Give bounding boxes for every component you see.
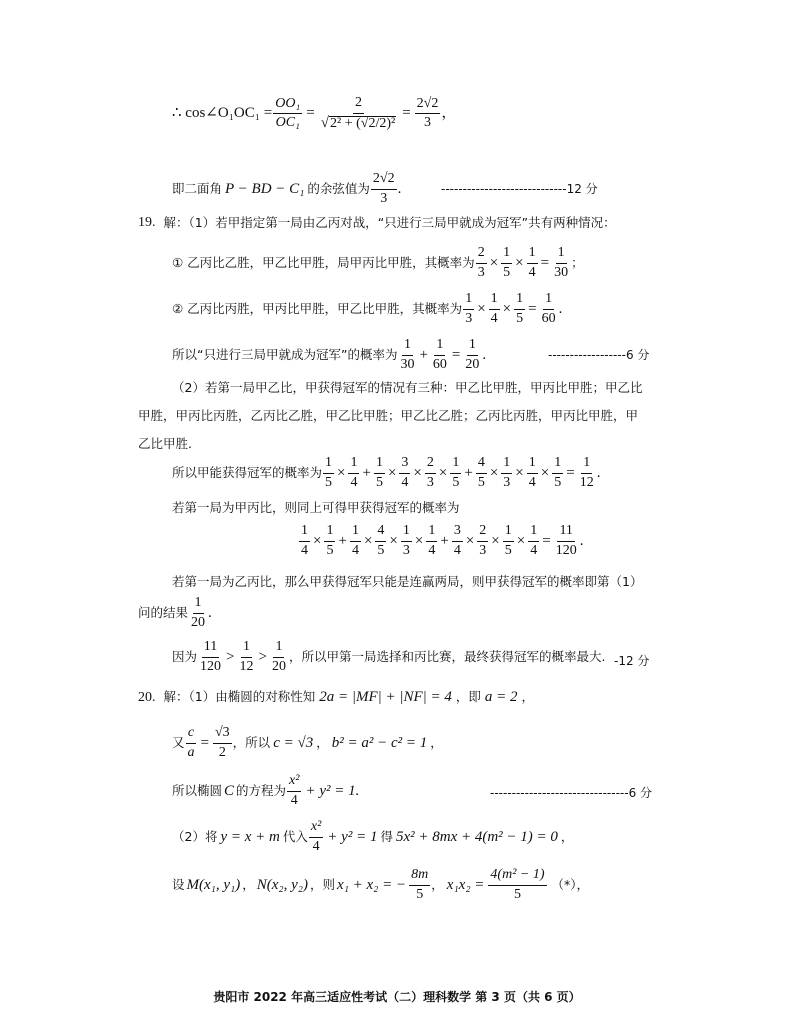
dairu-text: 代入 xyxy=(282,828,308,844)
equation-text: 的方程为 xyxy=(236,782,287,798)
q20-header xyxy=(138,690,534,705)
jia-win-text: 所以甲能获得冠军的概率为 xyxy=(172,464,323,480)
yi-bing-line2 xyxy=(138,596,212,630)
fraction: $\frac{3}{4}$ xyxy=(401,455,409,490)
eq-sign-2: = xyxy=(402,105,411,122)
vieta-line xyxy=(172,868,589,902)
comma: ， xyxy=(242,876,255,892)
operator: × xyxy=(516,532,526,549)
jia-bing-formula xyxy=(298,524,583,558)
eq-sign: = xyxy=(306,105,315,122)
substitute-line xyxy=(172,820,573,854)
fraction: $\frac{1}{60}$ xyxy=(432,337,447,372)
operator: = xyxy=(451,346,461,363)
dihedral-text: 即二面角 xyxy=(172,180,223,196)
operator: + xyxy=(440,532,449,549)
period: . xyxy=(558,300,563,317)
operator: × xyxy=(438,464,448,481)
operator: > xyxy=(258,648,267,665)
fraction: $\frac{1}{60}$ xyxy=(541,291,556,326)
operator: = xyxy=(542,532,551,549)
score-12-a: -----------------------------12 分 xyxy=(441,182,598,196)
yi-bing-line1: 若第一局为乙丙比，那么甲获得冠军只能是连赢两局，则甲获得冠军的概率即第（1） xyxy=(172,574,643,589)
comma: ， xyxy=(316,734,329,750)
operator: × xyxy=(414,532,424,549)
operator: + xyxy=(362,464,371,481)
fraction: $\frac{1}{4}$ xyxy=(351,523,359,558)
fraction: $\frac{1}{5}$ xyxy=(503,245,511,280)
she-text: 设 xyxy=(172,876,185,892)
b-value: b² = a² − c² = 1 xyxy=(331,734,428,751)
operator: × xyxy=(363,532,373,549)
q19-intro: 解：（1）若甲指定第一局由乙丙对战，“只进行三局甲就成为冠军”共有两种情况： xyxy=(163,214,616,230)
jia-bing-text: 若第一局为甲丙比，则同上可得甲获得冠军的概率为 xyxy=(172,500,460,515)
operator: × xyxy=(515,254,524,271)
part2-line3: 乙比甲胜. xyxy=(138,436,192,451)
fraction: $\frac{2}{3}$ xyxy=(477,245,485,280)
prod-roots: x₁x₂ = xyxy=(446,876,485,893)
q20-mid: ，即 xyxy=(455,689,481,705)
period: . xyxy=(596,464,601,481)
sum-three-text: 所以“只进行三局甲就成为冠军”的概率为 xyxy=(172,346,398,362)
you-text: 又 xyxy=(172,734,185,750)
q20-expr: 2a = |MF| + |NF| = 4 xyxy=(319,689,452,705)
jia-bing-prob xyxy=(298,524,580,558)
frac-x2-4-b: $\frac{\text{x²}}{4}$ xyxy=(310,819,322,854)
eq-sign: = xyxy=(200,734,209,751)
operator: × xyxy=(337,464,346,481)
fraction: $\frac{1}{4}$ xyxy=(490,291,498,326)
fraction: $\frac{4}{5}$ xyxy=(477,455,485,490)
page-footer: 贵阳市 2022 年高三适应性考试（二）理科数学 第 3 页（共 6 页） xyxy=(213,990,581,1004)
q20-expr2: a = 2 xyxy=(484,689,518,705)
comma: ， xyxy=(521,689,535,705)
comma: ， xyxy=(560,828,574,844)
dihedral-expr: P − BD − C₁ xyxy=(225,180,305,197)
ellipse-tail: + y² = 1. xyxy=(305,782,360,799)
conclusion-text: ，所以甲第一局选择和丙比赛，最终获得冠军的概率最大. xyxy=(288,648,606,664)
frac-2sqrt2-3-b: $\frac{2√2}{3}$ xyxy=(372,171,395,206)
fraction: $\frac{1}{3}$ xyxy=(465,291,473,326)
fraction: $\frac{1}{4}$ xyxy=(428,523,436,558)
period: . xyxy=(482,346,487,363)
operator: × xyxy=(489,254,499,271)
sum-three-prob xyxy=(397,338,482,372)
q20-number: 20. xyxy=(138,689,156,705)
operator: × xyxy=(313,532,322,549)
because-text: 因为 xyxy=(172,648,198,664)
operator: × xyxy=(540,464,550,481)
frac-1-20: $\frac{1}{20}$ xyxy=(191,595,206,630)
fraction: $\frac{1}{4}$ xyxy=(350,455,358,490)
case-2-line xyxy=(172,292,562,326)
jia-win-prob xyxy=(322,456,597,490)
conclusion-line xyxy=(172,640,605,674)
frac-c-a: $\frac{c}{a}$ xyxy=(187,725,195,760)
result-text: 问的结果 xyxy=(138,604,189,620)
frac-2-over-sqrt: 2 √ 2² + (√2/2)² xyxy=(320,95,396,131)
case-1-prob xyxy=(475,246,571,280)
fraction: $\frac{1}{5}$ xyxy=(326,523,334,558)
fraction: $\frac{1}{4}$ xyxy=(528,245,536,280)
part2-line1: （2）若第一局甲乙比，甲获得冠军的情况有三种：甲乙比甲胜，甲丙比甲胜；甲乙比 xyxy=(172,380,643,395)
operator: × xyxy=(515,464,524,481)
fraction: $\frac{1}{20}$ xyxy=(465,337,480,372)
operator: × xyxy=(389,532,398,549)
frac-x2-4: $\frac{\text{x²}}{4}$ xyxy=(289,773,300,808)
cosine-text: 的余弦值为 xyxy=(307,180,370,196)
fraction: $\frac{2}{3}$ xyxy=(479,523,487,558)
ze-text: ，则 xyxy=(310,876,336,892)
fraction: $\frac{1}{5}$ xyxy=(504,523,512,558)
q20-intro: 解：（1）由椭圆的对称性知 xyxy=(163,689,316,705)
frac-8m-5: $\frac{8m}{5}$ xyxy=(411,867,429,902)
therefore-text: ∴ cos∠O₁OC₁ = xyxy=(172,105,273,122)
cos-formula-line xyxy=(172,96,456,131)
q19-header xyxy=(138,216,616,230)
fraction: $\frac{1}{12}$ xyxy=(239,639,254,674)
fraction: $\frac{11}{120}$ xyxy=(555,523,577,558)
compare-expr xyxy=(197,640,289,674)
operator: × xyxy=(413,464,422,481)
operator: = xyxy=(528,300,537,317)
frac-4m2-5: $\frac{\text{4(m² − 1)}}{5}$ xyxy=(490,867,545,902)
de-text: 得 xyxy=(380,828,393,844)
case-1-line xyxy=(172,246,584,280)
point-n: N(x₂, y₂) xyxy=(256,876,309,893)
operator: × xyxy=(477,300,486,317)
quadratic-expr: 5x² + 8mx + 4(m² − 1) = 0 xyxy=(395,828,558,845)
fraction: $\frac{1}{5}$ xyxy=(325,455,333,490)
operator: × xyxy=(387,464,397,481)
score-6-b: --------------------------------6 分 xyxy=(490,786,653,800)
comma: ， xyxy=(431,876,444,892)
fraction: $\frac{1}{4}$ xyxy=(528,455,536,490)
line-expr: y = x + m xyxy=(220,828,280,845)
ellipse-text: 所以椭圆 xyxy=(172,782,223,798)
fraction: $\frac{1}{12}$ xyxy=(579,455,594,490)
operator: = xyxy=(566,464,575,481)
ellipse-c: C xyxy=(224,782,235,799)
fraction: $\frac{1}{3}$ xyxy=(503,455,511,490)
fraction: $\frac{11}{120}$ xyxy=(200,639,222,674)
point-m: M(x₁, y₁) xyxy=(186,876,241,893)
ecc-line xyxy=(172,726,443,760)
operator: × xyxy=(491,532,500,549)
operator: × xyxy=(502,300,512,317)
score-12-b: -12 分 xyxy=(614,654,650,668)
period: . xyxy=(397,180,402,197)
fraction: $\frac{1}{4}$ xyxy=(530,523,538,558)
sqrt-denom: 2² + (√2/2)² xyxy=(330,115,396,131)
case-2-prob xyxy=(462,292,558,326)
operator: > xyxy=(226,648,235,665)
ellipse-tail-2: + y² = 1 xyxy=(327,828,378,845)
fraction: $\frac{2}{3}$ xyxy=(426,455,434,490)
operator: + xyxy=(419,346,428,363)
fraction: $\frac{1}{30}$ xyxy=(400,337,415,372)
fraction: $\frac{4}{5}$ xyxy=(377,523,385,558)
comma: ， xyxy=(441,105,457,122)
ellipse-eq-line xyxy=(172,774,359,808)
score-6-a: ------------------6 分 xyxy=(548,348,650,362)
jia-win-line xyxy=(172,456,600,490)
part2-line2: 甲胜，甲丙比丙胜，乙丙比乙胜，甲乙比甲胜；甲乙比乙胜；乙丙比丙胜，甲丙比甲胜，甲 xyxy=(138,408,639,423)
fraction: $\frac{3}{4}$ xyxy=(453,523,461,558)
fraction: $\frac{1}{5}$ xyxy=(554,455,562,490)
fraction: $\frac{1}{4}$ xyxy=(301,523,308,558)
c-value: c = √3 xyxy=(273,734,314,751)
operator: + xyxy=(338,532,347,549)
fraction: $\frac{1}{3}$ xyxy=(402,523,410,558)
period: . xyxy=(208,604,212,621)
frac-2sqrt2-3: $\frac{2√2}{3}$ xyxy=(416,95,439,131)
star-note: （*）， xyxy=(551,876,590,892)
frac-oo1-oc1: $\frac{\text{OO₁}}{\text{OC₁}}$ xyxy=(275,95,301,131)
fraction: $\frac{1}{20}$ xyxy=(271,639,286,674)
period: . xyxy=(579,532,584,549)
sum-three-line xyxy=(172,338,486,372)
operator: × xyxy=(465,532,475,549)
fraction: $\frac{1}{30}$ xyxy=(554,245,569,280)
semicolon: ； xyxy=(571,254,584,270)
case-1-text: ① 乙丙比乙胜，甲乙比甲胜，局甲丙比甲胜，其概率为 xyxy=(172,254,475,270)
jiang-text: （2）将 xyxy=(172,828,218,844)
fraction: $\frac{1}{5}$ xyxy=(516,291,524,326)
operator: × xyxy=(489,464,499,481)
fraction: $\frac{1}{5}$ xyxy=(375,455,383,490)
operator: = xyxy=(540,254,550,271)
sum-roots: x₁ + x₂ = − xyxy=(337,876,407,893)
q19-number: 19. xyxy=(138,215,156,230)
comma: ， xyxy=(430,734,443,750)
dihedral-line xyxy=(172,172,401,206)
so-text: ，所以 xyxy=(232,734,271,750)
fraction: $\frac{1}{5}$ xyxy=(452,455,460,490)
case-2-text: ② 乙丙比丙胜，甲丙比甲胜，甲乙比甲胜，其概率为 xyxy=(172,300,463,316)
frac-sqrt3-2: $\frac{√3}{2}$ xyxy=(214,725,230,760)
operator: + xyxy=(464,464,473,481)
